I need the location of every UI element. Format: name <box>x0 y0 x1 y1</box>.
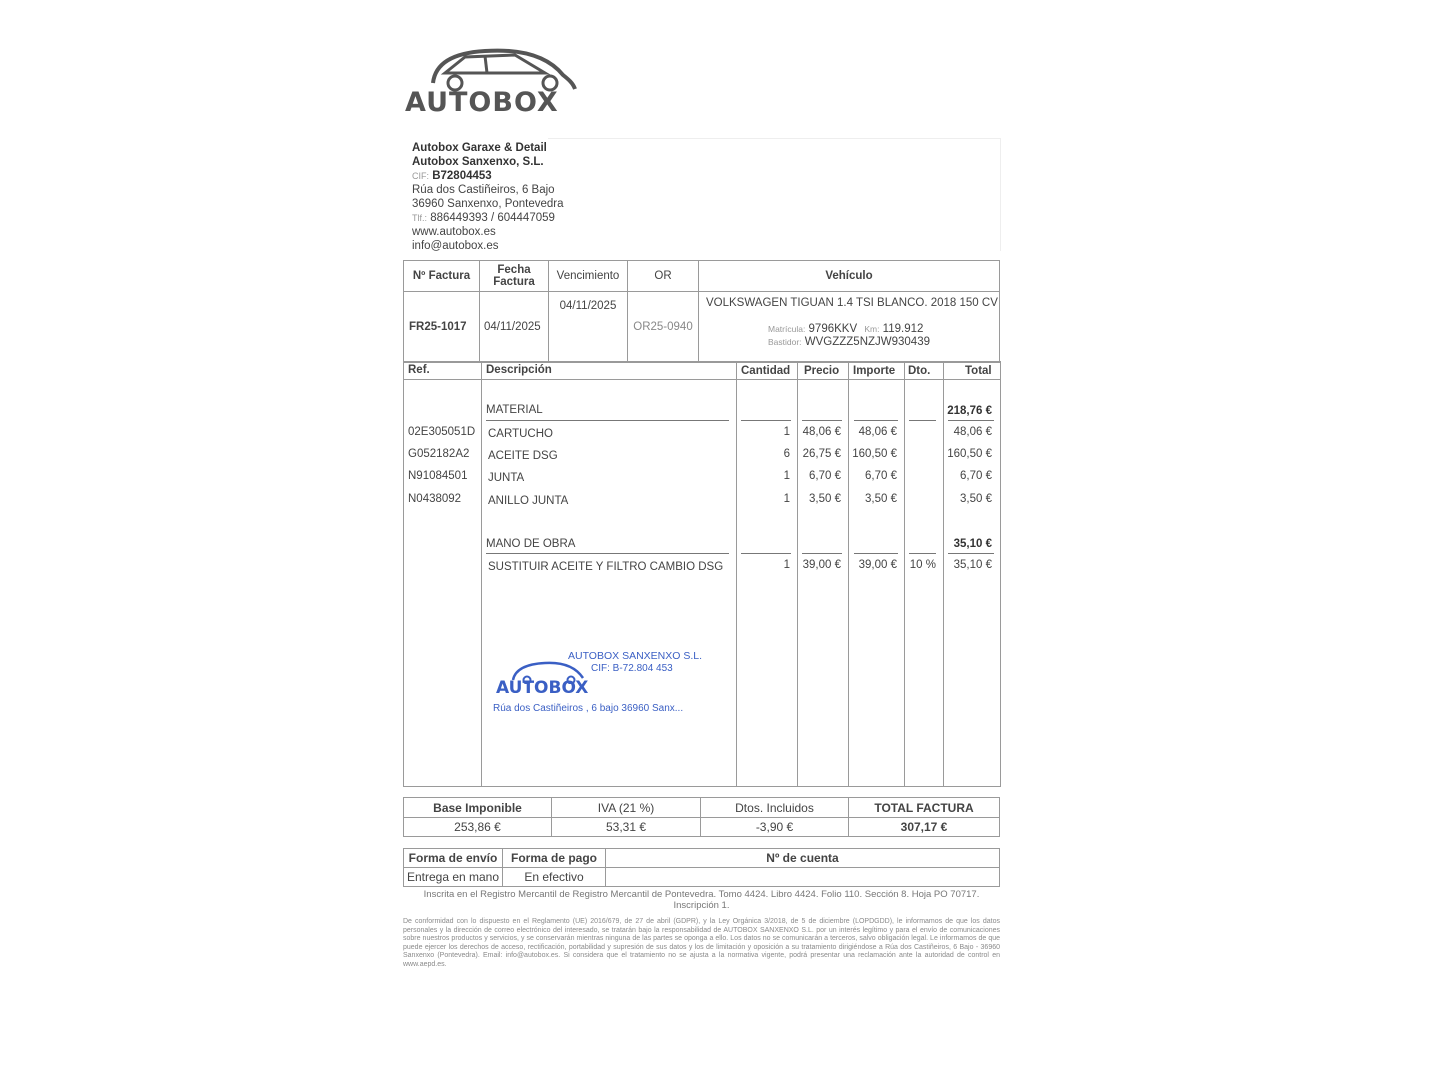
table-row: G052182A2 ACEITE DSG 6 26,75 € 160,50 € 160,50 € <box>408 448 992 462</box>
header-invoice-total: TOTAL FACTURA <box>849 798 1000 818</box>
section-material-total: 218,76 € <box>947 405 992 417</box>
payment-table <box>403 848 1000 887</box>
table-row: 02E305051D CARTUCHO 1 48,06 € 48,06 € 48,06 € <box>408 426 992 440</box>
company-info <box>412 141 564 253</box>
invoice-header-table <box>403 260 1000 363</box>
discounts-value: -3,90 € <box>701 818 849 837</box>
table-row: SUSTITUIR ACEITE Y FILTRO CAMBIO DSG 1 39,00 € 39,00 € 10 % 35,10 € <box>488 559 992 573</box>
header-account-number: Nº de cuenta <box>606 849 1000 868</box>
company-address: Rúa dos Castiñeiros, 6 Bajo <box>412 184 555 196</box>
company-legal-name: Autobox Sanxenxo, S.L. <box>412 156 544 168</box>
vehicle-cell <box>699 292 1000 363</box>
header-vat: IVA (21 %) <box>552 798 701 818</box>
header-or: OR <box>628 261 699 292</box>
shipping-method: Entrega en mano <box>404 868 503 887</box>
col-ref: Ref. <box>408 364 430 376</box>
header-discounts: Dtos. Incluidos <box>701 798 849 818</box>
col-discount: Dto. <box>908 365 931 377</box>
line-items-box <box>403 361 1001 787</box>
company-cif: CIF: B72804453 <box>412 170 492 182</box>
legal-notice: De conformidad con lo dispuesto en el Reglamento (UE) 2016/679, de 27 de abril (GDPR), y la Ley Orgánica 3/2018, de 5 de diciembre (LOPDGDD), le informamos de que los datos personales y la dirección de correo electrónico del interesado, se tratarán bajo la responsabilidad de AUTOBOX SANXENXO S.L. por un interés legítimo y para el envío de comunicaciones sobre nuestros productos y servicios, y se conservarán mientras ninguna de las partes se oponga a ello. Los datos no se comunicarán a terceros, salvo obligación legal. Le informamos de que puede ejercer los derechos de acceso, rectificación, portabilidad y supresión de sus datos y los de limitación y oposición a su tratamiento dirigiéndose a Rúa dos Castiñeiros, 6 Bajo - 36960 Sanxenxo (Pontevedra). Email: info@autobox.es. Si considera que el tratamiento no se ajusta a la normativa vigente, podrá presentar una reclamación ante la autoridad de control en www.aepd.es. <box>403 918 1000 968</box>
totals-table <box>403 797 1000 837</box>
taxable-base-value: 253,86 € <box>404 818 552 837</box>
payment-method: En efectivo <box>503 868 606 887</box>
header-invoice-date: Fecha Factura <box>480 261 549 292</box>
company-phone: Tlf.: 886449393 / 604447059 <box>412 212 555 224</box>
or-number: OR25-0940 <box>628 292 699 363</box>
header-invoice-number: Nº Factura <box>404 261 480 292</box>
company-web: www.autobox.es <box>412 226 496 238</box>
col-price: Precio <box>804 365 840 377</box>
header-vehicle: Vehículo <box>699 261 1000 292</box>
due-date: 04/11/2025 <box>549 292 628 363</box>
header-due-date: Vencimiento <box>549 261 628 292</box>
header-taxable-base: Base Imponible <box>404 798 552 818</box>
logo-text: AUTOBOX <box>405 87 559 118</box>
col-amount: Importe <box>853 365 896 377</box>
col-total: Total <box>965 365 992 377</box>
invoice-number: FR25-1017 <box>404 292 480 363</box>
header-frame <box>548 138 1001 251</box>
vehicle-plate-km: Matrícula: 9796KKV Km: 119.912 <box>768 323 924 335</box>
company-email: info@autobox.es <box>412 240 499 252</box>
table-row: N0438092 ANILLO JUNTA 1 3,50 € 3,50 € 3,50 € <box>408 493 992 507</box>
company-city: 36960 Sanxenxo, Pontevedra <box>412 198 564 210</box>
company-name: Autobox Garaxe & Detail <box>412 142 547 154</box>
header-shipping-method: Forma de envío <box>404 849 503 868</box>
table-row: N91084501 JUNTA 1 6,70 € 6,70 € 6,70 € <box>408 470 992 484</box>
invoice-total-value: 307,17 € <box>849 818 1000 837</box>
col-description: Descripción <box>486 364 552 376</box>
company-logo <box>405 45 585 120</box>
company-stamp: AUTOBOX SANXENXO S.L. CIF: B-72.804 453 AUTOBOX Rúa dos Castiñeiros , 6 bajo 36960 Sanx... <box>493 650 703 714</box>
section-material-title: MATERIAL <box>486 404 543 416</box>
header-payment-method: Forma de pago <box>503 849 606 868</box>
car-silhouette-icon <box>405 45 585 93</box>
section-labor-title: MANO DE OBRA <box>486 538 576 550</box>
invoice-date: 04/11/2025 <box>480 292 549 363</box>
section-labor-total: 35,10 € <box>953 538 992 550</box>
vehicle-vin: Bastidor: WVGZZZ5NZJW930439 <box>768 336 930 348</box>
vehicle-description: VOLKSWAGEN TIGUAN 1.4 TSI BLANCO. 2018 150 CV <box>706 297 998 309</box>
registry-text: Inscrita en el Registro Mercantil de Registro Mercantil de Pontevedra. Tomo 4424. Libro 4424. Folio 110. Sección 8. Hoja PO 70717. Inscripción 1. <box>423 889 980 911</box>
account-number <box>606 868 1000 887</box>
col-quantity: Cantidad <box>741 365 791 377</box>
vat-value: 53,31 € <box>552 818 701 837</box>
